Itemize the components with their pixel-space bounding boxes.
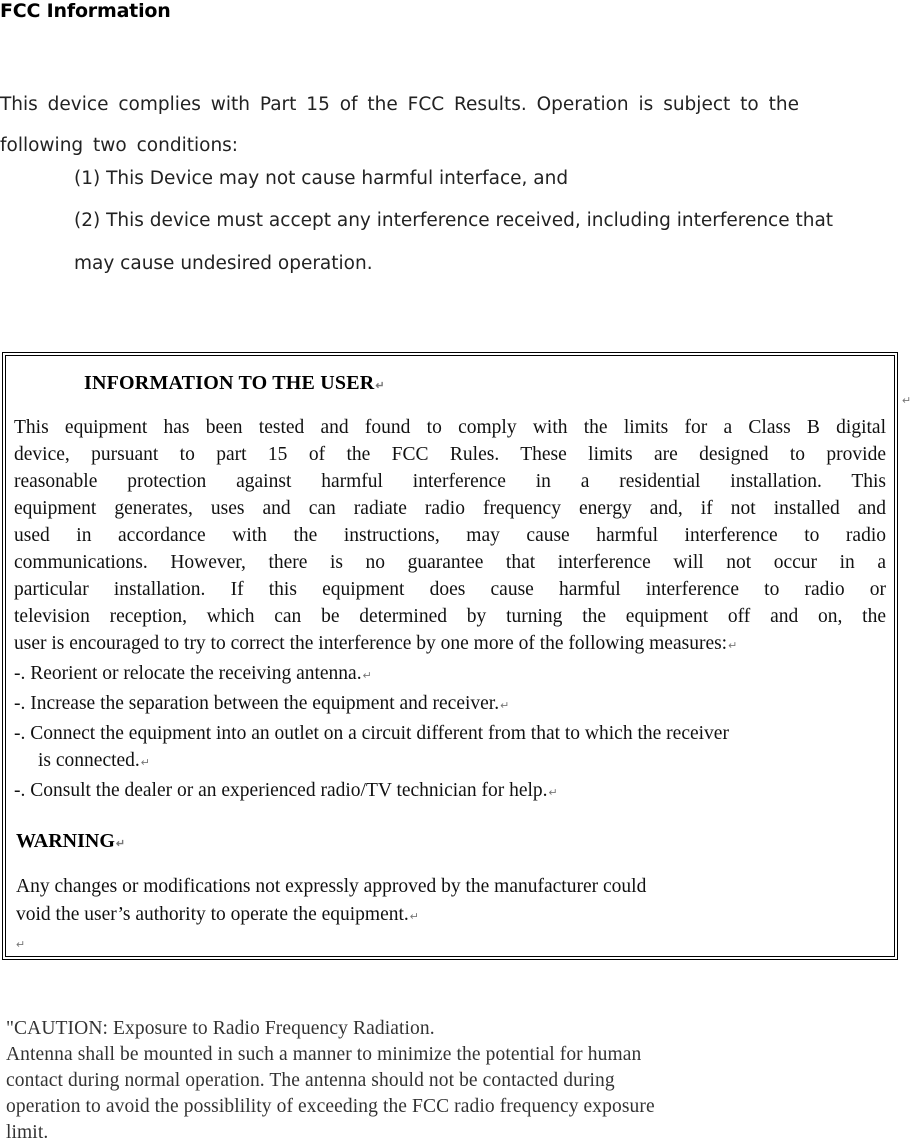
measure-item [14, 660, 886, 690]
info-paragraph-line: television reception, which can be determined by turning the equipment off and on, the [14, 606, 886, 627]
warning-title [16, 830, 125, 853]
caution-line-1: Antenna shall be mounted in such a manner to minimize the potential for human [6, 1044, 642, 1065]
warning-line-2-text: void the user’s authority to operate the equipment. [16, 904, 409, 925]
caution-line-3: operation to avoid the possiblility of exceeding the FCC radio frequency exposure [6, 1096, 655, 1117]
caution-title: "CAUTION: Exposure to Radio Frequency Radiation. [6, 1018, 435, 1039]
information-body [14, 414, 886, 807]
info-paragraph-last-line-text: user is encouraged to try to correct the interference by one more of the following measures: [14, 633, 728, 654]
paragraph-mark-icon: ↵ [362, 670, 372, 682]
fcc-information-title: FCC Information [0, 0, 171, 22]
information-to-user-heading [84, 372, 385, 395]
info-paragraph-line: device, pursuant to part 15 of the FCC Rules. These limits are designed to provide [14, 444, 886, 465]
measure-item-continuation-text: is connected. [38, 750, 140, 771]
paragraph-mark-icon: ↵ [115, 838, 126, 850]
measure-item-continuation [14, 747, 886, 777]
info-paragraph-line: communications. However, there is no guarantee that interference will not occur in a [14, 552, 886, 573]
warning-line-2 [16, 901, 836, 931]
paragraph-mark-icon: ↵ [140, 757, 151, 769]
info-paragraph-line: used in accordance with the instructions, may cause harmful interference to radio [14, 525, 886, 546]
rf-exposure-caution [6, 1016, 891, 1146]
paragraph-mark-icon: ↵ [16, 939, 26, 951]
measure-item-text: -. Reorient or relocate the receiving antenna. [14, 663, 362, 684]
caution-line-4: limit. [6, 1122, 49, 1143]
paragraph-mark-icon: ↵ [728, 640, 738, 652]
paragraph-mark-icon: ↵ [375, 380, 385, 392]
paragraph-mark-icon: ↵ [902, 395, 911, 407]
fcc-condition-2-continuation: may cause undesired operation. [74, 253, 373, 274]
caution-line-2: contact during normal operation. The antenna should not be contacted during [6, 1070, 615, 1091]
warning-line-1: Any changes or modifications not expressly approved by the manufacturer could [16, 876, 647, 897]
fcc-intro-line-2: following two conditions: [0, 135, 239, 156]
paragraph-mark-icon: ↵ [409, 911, 420, 923]
warning-text [16, 873, 836, 931]
info-paragraph-line: reasonable protection against harmful interference in a residential installation. This [14, 471, 886, 492]
measure-item-text: -. Consult the dealer or an experienced radio/TV technician for help. [14, 780, 548, 801]
fcc-condition-2: (2) This device must accept any interference received, including interference that [74, 210, 834, 231]
information-heading-text: INFORMATION TO THE USER [84, 372, 375, 394]
info-paragraph-last-line [14, 630, 886, 660]
info-paragraph-line: particular installation. If this equipment does cause harmful interference to radio or [14, 579, 886, 600]
measure-item [14, 690, 886, 720]
measure-item [14, 777, 886, 807]
fcc-intro-line-1: This device complies with Part 15 of the FCC Results. Operation is subject to the [0, 94, 799, 115]
measure-item-text: -. Connect the equipment into an outlet on a circuit different from that to which the receiver [14, 723, 729, 744]
fcc-intro-paragraph [0, 84, 880, 166]
measure-item [14, 720, 886, 747]
paragraph-mark-icon: ↵ [500, 700, 510, 712]
info-paragraph-line: equipment generates, uses and can radiate radio frequency energy and, if not installed and [14, 498, 886, 519]
fcc-condition-1: (1) This Device may not cause harmful interface, and [74, 168, 569, 189]
paragraph-mark-icon: ↵ [548, 787, 558, 799]
measure-item-text: -. Increase the separation between the equipment and receiver. [14, 693, 500, 714]
info-paragraph-line: This equipment has been tested and found to comply with the limits for a Class B digital [14, 417, 886, 438]
warning-title-text: WARNING [16, 830, 115, 852]
